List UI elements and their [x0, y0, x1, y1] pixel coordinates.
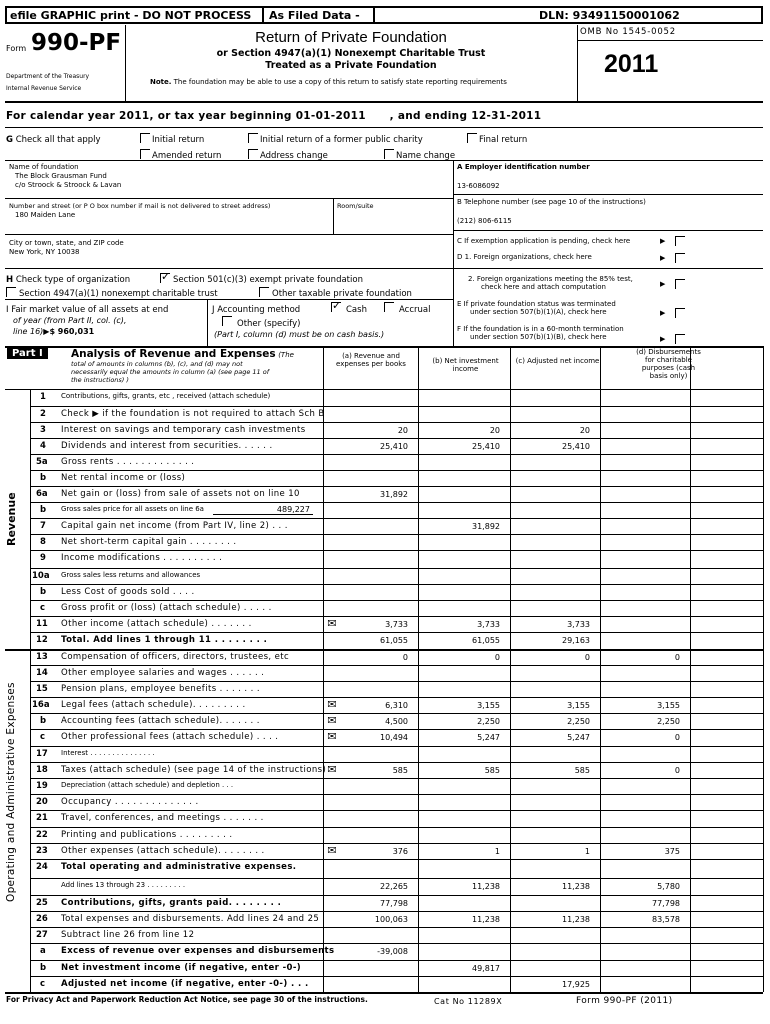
- foundation-name: The Block Grausman Fund: [15, 172, 107, 180]
- name-change-checkbox[interactable]: [384, 149, 394, 159]
- row-divider: [30, 486, 763, 487]
- final-return-checkbox[interactable]: [467, 133, 477, 143]
- amount-b: 11,238: [472, 915, 500, 924]
- line-number: c: [40, 979, 46, 989]
- f-line-1: F If the foundation is in a 60-month termination: [457, 325, 624, 333]
- gross-sales-value: 489,227: [276, 505, 310, 514]
- form-subtitle-2: Treated as a Private Foundation: [265, 60, 437, 71]
- amount-b: 61,055: [472, 636, 500, 645]
- row-divider: [30, 632, 763, 633]
- line-label: Contributions, gifts, grants, etc , received (attach schedule): [61, 392, 271, 400]
- initial-return-former-label: Initial return of a former public charity: [260, 135, 423, 145]
- i-line-3: [13, 327, 94, 336]
- amount-a: 100,063: [374, 915, 408, 924]
- line-label: Adjusted net income (if negative, enter -0-) . . .: [61, 979, 309, 989]
- arrow-right-icon: ▶: [43, 327, 50, 336]
- amount-a: 31,892: [380, 490, 408, 499]
- line-number: 11: [36, 619, 48, 629]
- initial-return-former-checkbox[interactable]: [248, 133, 258, 143]
- line-number: b: [40, 473, 47, 483]
- room-label: Room/suite: [337, 202, 374, 210]
- line-label: Capital gain net income (from Part IV, line 2) . . .: [61, 521, 288, 531]
- j-note: (Part I, column (d) must be on cash basis.): [214, 330, 385, 339]
- row-divider: [30, 911, 763, 912]
- amount-a: 77,798: [380, 899, 408, 908]
- i-line-3-text: line 16): [13, 327, 44, 336]
- part-label: Part I: [7, 348, 48, 359]
- line-number: 13: [36, 652, 48, 662]
- other-taxable-checkbox[interactable]: [259, 287, 269, 297]
- line-number: b: [40, 963, 47, 973]
- form-word: Form: [6, 44, 27, 53]
- section-501c3-checkbox[interactable]: [160, 273, 170, 283]
- row-divider: [30, 729, 763, 730]
- row-divider: [30, 762, 763, 763]
- accrual-checkbox[interactable]: [384, 302, 394, 312]
- amount-c: 20: [579, 426, 590, 435]
- amended-return-checkbox[interactable]: [140, 149, 150, 159]
- line-number: 22: [36, 830, 48, 840]
- amount-c: 17,925: [562, 980, 590, 989]
- line-number: 15: [36, 684, 48, 694]
- ein-label: A Employer identification number: [457, 163, 590, 171]
- row-divider: [30, 976, 763, 977]
- as-filed-label: As Filed Data -: [269, 9, 360, 22]
- name-change-label: Name change: [396, 151, 456, 161]
- part-title-line: [71, 348, 294, 360]
- row-divider: [30, 470, 763, 471]
- row-divider: [30, 568, 763, 569]
- line-label: Compensation of officers, directors, trustees, etc: [61, 652, 290, 662]
- row-divider: [30, 843, 763, 844]
- foundation-name-label: Name of foundation: [9, 163, 79, 171]
- amount-a: 61,055: [380, 636, 408, 645]
- line-number: 2: [40, 409, 46, 419]
- line-number: b: [40, 716, 47, 726]
- attachment-icon[interactable]: ✉: [327, 730, 337, 743]
- row-divider: [30, 943, 763, 944]
- attachment-icon[interactable]: ✉: [327, 763, 337, 776]
- part-title-note: (The: [278, 351, 294, 359]
- amount-a: 6,310: [385, 701, 408, 710]
- j-line: J Accounting method: [212, 305, 301, 315]
- amount-d: 77,798: [652, 899, 680, 908]
- amount-a: 20: [397, 426, 408, 435]
- privacy-notice: For Privacy Act and Paperwork Reduction Act Notice, see page 30 of the instructions.: [6, 995, 368, 1004]
- line-number: 3: [40, 425, 46, 435]
- sub-line: [213, 514, 313, 515]
- line-label: Excess of revenue over expenses and disbursements: [61, 946, 335, 956]
- dln: DLN: 93491150001062: [539, 9, 680, 22]
- amount-c: 1: [584, 847, 590, 856]
- amount-c: 5,247: [567, 733, 590, 742]
- row-divider: [30, 649, 763, 650]
- arrow-right-icon: ▶: [660, 254, 666, 262]
- column-d-header: (d) Disbursements for charitable purposes (cash basis only): [636, 348, 701, 380]
- amended-return-label: Amended return: [152, 151, 222, 161]
- row-divider: [30, 697, 763, 698]
- arrow-right-icon: ▶: [660, 309, 666, 317]
- irs: Internal Revenue Service: [6, 85, 82, 92]
- row-divider: [30, 960, 763, 961]
- line-label: Occupancy . . . . . . . . . . . . . .: [61, 797, 199, 807]
- amount-c: 11,238: [562, 915, 590, 924]
- note-text: The foundation may be able to use a copy of this return to satisfy state reporting requirements: [171, 78, 507, 86]
- line-label: Dividends and interest from securities. . . . . .: [61, 441, 273, 451]
- amount-d: 375: [664, 847, 680, 856]
- amount-b: 5,247: [477, 733, 500, 742]
- line-number: 25: [36, 898, 48, 908]
- row-divider: [30, 827, 763, 828]
- city-label: City or town, state, and ZIP code: [9, 239, 124, 247]
- c-checkbox[interactable]: [675, 236, 685, 246]
- amount-a: 4,500: [385, 717, 408, 726]
- street-address: 180 Maiden Lane: [15, 211, 76, 219]
- line-label: Other employee salaries and wages . . . . . .: [61, 668, 265, 678]
- line-label: Total. Add lines 1 through 11 . . . . . . . .: [61, 635, 268, 645]
- row-divider: [30, 406, 763, 407]
- line-number: 23: [36, 846, 48, 856]
- initial-return-label: Initial return: [152, 135, 205, 145]
- amount-a: 376: [392, 847, 408, 856]
- f-checkbox[interactable]: [675, 334, 685, 344]
- attachment-icon[interactable]: ✉: [327, 617, 337, 630]
- amount-a: 25,410: [380, 442, 408, 451]
- line-number: 19: [36, 781, 48, 791]
- row-divider: [30, 665, 763, 666]
- d1-line: D 1. Foreign organizations, check here: [457, 253, 592, 261]
- amount-d: 0: [674, 766, 680, 775]
- line-label: Interest . . . . . . . . . . . . . . .: [61, 749, 155, 757]
- d1-checkbox[interactable]: [675, 253, 685, 263]
- amount-c: 0: [584, 653, 590, 662]
- part-desc-2: necessarily equal the amounts in column (a) (see page 11 of: [71, 368, 270, 376]
- line-number: 17: [36, 749, 48, 759]
- efile-label: efile GRAPHIC print - DO NOT PROCESS: [10, 9, 252, 22]
- d2-checkbox[interactable]: [675, 279, 685, 289]
- ein-value: 13-6086092: [457, 182, 500, 190]
- column-b-header: (b) Net investment income: [432, 357, 499, 373]
- amount-b: 31,892: [472, 522, 500, 531]
- footer-form: Form 990-PF (2011): [576, 996, 673, 1006]
- line-label: Travel, conferences, and meetings . . . . . . .: [61, 813, 264, 823]
- amount-d: 0: [674, 733, 680, 742]
- amount-a: 585: [392, 766, 408, 775]
- address-change-checkbox[interactable]: [248, 149, 258, 159]
- row-divider: [30, 927, 763, 928]
- line-label: Other expenses (attach schedule). . . . . . . .: [61, 846, 265, 856]
- amount-b: 49,817: [472, 964, 500, 973]
- row-divider: [5, 389, 763, 390]
- line-number: 7: [40, 521, 46, 531]
- street-label: Number and street (or P O box number if mail is not delivered to street address): [9, 202, 271, 210]
- amount-d: 83,578: [652, 915, 680, 924]
- line-label: Net gain or (loss) from sale of assets not on line 10: [61, 489, 300, 499]
- amount-c: 11,238: [562, 882, 590, 891]
- row-divider: [30, 794, 763, 795]
- expenses-side-label: Operating and Administrative Expenses: [5, 682, 17, 902]
- line-number: 16a: [32, 700, 50, 710]
- arrow-right-icon: ▶: [660, 237, 666, 245]
- row-divider: [30, 422, 763, 423]
- revenue-side-label: Revenue: [5, 492, 18, 546]
- amount-b: 25,410: [472, 442, 500, 451]
- side-divider: [30, 389, 31, 992]
- line-label: Gross profit or (loss) (attach schedule) . . . . .: [61, 603, 272, 613]
- g-text: Check all that apply: [15, 135, 101, 145]
- amount-b: 3,155: [477, 701, 500, 710]
- line-label: Net short-term capital gain . . . . . . . .: [61, 537, 237, 547]
- catalog-number: Cat No 11289X: [434, 997, 503, 1006]
- h-label: H: [6, 275, 14, 285]
- row-divider: [30, 895, 763, 896]
- line-number: b: [40, 505, 47, 515]
- line-number: 20: [36, 797, 48, 807]
- city-state-zip: New York, NY 10038: [9, 248, 80, 256]
- amount-b: 1: [494, 847, 500, 856]
- g-line: [6, 135, 101, 145]
- line-number: b: [40, 587, 47, 597]
- amount-b: 3,733: [477, 620, 500, 629]
- fair-market-value: $ 960,031: [49, 327, 95, 336]
- section-501c3-label: Section 501(c)(3) exempt private foundation: [173, 275, 363, 285]
- line-number: 27: [36, 930, 48, 940]
- row-divider: [30, 550, 763, 551]
- line-number: 14: [36, 668, 48, 678]
- line-number: 24: [36, 862, 48, 872]
- line-label: Less Cost of goods sold . . . .: [61, 587, 195, 597]
- line-number: 5a: [36, 457, 48, 467]
- line-label: Interest on savings and temporary cash investments: [61, 425, 306, 435]
- line-label: Add lines 13 through 23 . . . . . . . . .: [61, 881, 186, 889]
- row-divider: [30, 534, 763, 535]
- line-label: Printing and publications . . . . . . . . .: [61, 830, 233, 840]
- line-label: Other professional fees (attach schedule) . . . .: [61, 732, 279, 742]
- amount-d: 0: [674, 653, 680, 662]
- cash-label: Cash: [346, 305, 367, 315]
- line-number: 21: [36, 813, 48, 823]
- i-line-2: of year (from Part II, col. (c),: [13, 316, 127, 325]
- row-divider: [30, 681, 763, 682]
- amount-b: 585: [484, 766, 500, 775]
- part-desc-1: total of amounts in columns (b), (c), and (d) may not: [71, 360, 243, 368]
- line-label: Taxes (attach schedule) (see page 14 of the instructions): [61, 765, 327, 775]
- line-label: Depreciation (attach schedule) and depletion . . .: [61, 781, 234, 789]
- line-number: 9: [40, 553, 46, 563]
- other-method-checkbox[interactable]: [222, 316, 232, 326]
- final-return-label: Final return: [479, 135, 528, 145]
- amount-b: 0: [494, 653, 500, 662]
- foundation-care-of: c/o Stroock & Stroock & Lavan: [15, 181, 122, 189]
- omb-number: OMB No 1545-0052: [580, 27, 676, 37]
- other-taxable-label: Other taxable private foundation: [272, 289, 412, 299]
- section-4947-checkbox[interactable]: [6, 287, 16, 297]
- line-number: c: [40, 603, 46, 613]
- amount-c: 2,250: [567, 717, 590, 726]
- arrow-right-icon: ▶: [660, 335, 666, 343]
- line-label: Pension plans, employee benefits . . . . . . .: [61, 684, 260, 694]
- initial-return-checkbox[interactable]: [140, 133, 150, 143]
- form-subtitle-1: or Section 4947(a)(1) Nonexempt Charitable Trust: [216, 48, 486, 59]
- row-divider: [30, 600, 763, 601]
- line-number: 10a: [32, 571, 50, 581]
- line-label: Gross rents . . . . . . . . . . . . .: [61, 457, 195, 467]
- amount-c: 3,733: [567, 620, 590, 629]
- row-divider: [30, 502, 763, 503]
- amount-c: 29,163: [562, 636, 590, 645]
- amount-a: 22,265: [380, 882, 408, 891]
- column-a-header: (a) Revenue and expenses per books: [336, 352, 406, 368]
- line-number: 1: [40, 392, 46, 402]
- line-label: Total operating and administrative expenses.: [61, 862, 297, 872]
- line-label: Income modifications . . . . . . . . . .: [61, 553, 223, 563]
- line-label: Total expenses and disbursements. Add lines 24 and 25: [61, 914, 320, 924]
- h-line: [6, 275, 130, 285]
- row-divider: [30, 859, 763, 860]
- line-label: Net investment income (if negative, enter -0-): [61, 963, 302, 973]
- form-note: [150, 78, 507, 86]
- line-label: Accounting fees (attach schedule). . . . . . .: [61, 716, 260, 726]
- line-label: Contributions, gifts, grants paid. . . . . . . .: [61, 898, 282, 908]
- amount-a: 3,733: [385, 620, 408, 629]
- line-label: Gross sales price for all assets on line 6a: [61, 505, 204, 513]
- row-divider: [30, 713, 763, 714]
- row-divider: [30, 878, 763, 879]
- g-label: G: [6, 135, 13, 145]
- row-divider: [30, 584, 763, 585]
- other-method-label: Other (specify): [237, 319, 301, 329]
- amount-a: -39,008: [377, 947, 408, 956]
- amount-b: 11,238: [472, 882, 500, 891]
- line-label: Net rental income or (loss): [61, 473, 186, 483]
- row-divider: [30, 746, 763, 747]
- line-number: c: [40, 732, 46, 742]
- amount-a: 0: [402, 653, 408, 662]
- amount-b: 20: [489, 426, 500, 435]
- line-label: Gross sales less returns and allowances: [61, 571, 201, 579]
- attachment-icon[interactable]: ✉: [327, 698, 337, 711]
- telephone-label: B Telephone number (see page 10 of the instructions): [457, 198, 646, 206]
- row-divider: [30, 778, 763, 779]
- column-c-header: (c) Adjusted net income: [515, 357, 600, 365]
- i-line-1: I Fair market value of all assets at end: [6, 305, 169, 315]
- amount-c: 25,410: [562, 442, 590, 451]
- row-divider: [30, 518, 763, 519]
- calendar-year-line: For calendar year 2011, or tax year beginning 01-01-2011 , and ending 12-31-2011: [6, 110, 542, 122]
- line-number: 6a: [36, 489, 48, 499]
- line-number: 4: [40, 441, 46, 451]
- attachment-icon[interactable]: ✉: [327, 844, 337, 857]
- row-divider: [30, 454, 763, 455]
- arrow-right-icon: ▶: [660, 280, 666, 288]
- amount-c: 3,155: [567, 701, 590, 710]
- row-divider: [30, 438, 763, 439]
- h-text: Check type of organization: [15, 275, 131, 285]
- line-number: a: [40, 946, 46, 956]
- amount-d: 5,780: [657, 882, 680, 891]
- line-label: Legal fees (attach schedule). . . . . . . . .: [61, 700, 246, 710]
- telephone-value: (212) 806-6115: [457, 217, 512, 225]
- e-line-1: E If private foundation status was terminated: [457, 300, 616, 308]
- attachment-icon[interactable]: ✉: [327, 714, 337, 727]
- part-desc-3: the instructions) ): [71, 376, 129, 384]
- amount-b: 2,250: [477, 717, 500, 726]
- e-line-2: under section 507(b)(1)(A), check here: [470, 308, 607, 316]
- row-divider: [30, 810, 763, 811]
- line-number: 26: [36, 914, 48, 924]
- line-label: Other income (attach schedule) . . . . . . .: [61, 619, 252, 629]
- column-divider: [763, 346, 764, 992]
- address-change-label: Address change: [260, 151, 328, 161]
- line-number: 18: [36, 765, 48, 775]
- part-title: Analysis of Revenue and Expenses: [71, 348, 276, 360]
- d2-line-2: check here and attach computation: [481, 283, 606, 291]
- line-number: 12: [36, 635, 48, 645]
- cash-checkbox[interactable]: [331, 302, 341, 312]
- dept-treasury: Department of the Treasury: [6, 73, 90, 80]
- amount-c: 585: [574, 766, 590, 775]
- f-line-2: under section 507(b)(1)(B), check here: [470, 333, 607, 341]
- form-title: Return of Private Foundation: [255, 29, 447, 46]
- form-number: 990-PF: [31, 30, 122, 56]
- d2-line-1: 2. Foreign organizations meeting the 85% test,: [468, 275, 633, 283]
- accrual-label: Accrual: [399, 305, 431, 315]
- line-number: 8: [40, 537, 46, 547]
- amount-d: 2,250: [657, 717, 680, 726]
- tax-year: 2011: [604, 50, 659, 78]
- line-label: Subtract line 26 from line 12: [61, 930, 195, 940]
- e-checkbox[interactable]: [675, 308, 685, 318]
- section-4947-label: Section 4947(a)(1) nonexempt charitable trust: [19, 289, 218, 299]
- note-bold: Note.: [150, 78, 172, 86]
- amount-a: 10,494: [380, 733, 408, 742]
- line-label: Check ▶ if the foundation is not required to attach Sch B: [61, 409, 325, 419]
- c-line: C If exemption application is pending, check here: [457, 237, 631, 245]
- amount-d: 3,155: [657, 701, 680, 710]
- row-divider: [30, 616, 763, 617]
